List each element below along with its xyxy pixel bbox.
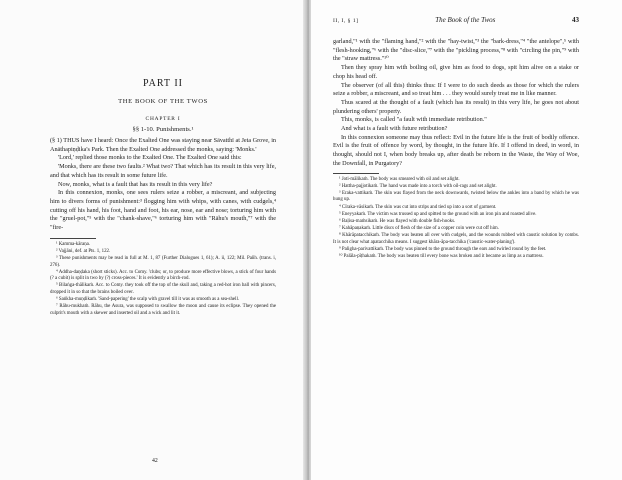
footnote: ¹ Kamma-kāraṇa.: [56, 241, 91, 247]
left-body-text: [50, 137, 276, 233]
footnote: ⁴ Addha-daṇḍaka (short sticks). Acc. to Comy. 'clubs; or, to produce more effective blows, a stick of four hands (? a cubit) is split in two by (?) cross-pieces.' It is evidently a birch-rod.: [50, 269, 276, 282]
footnote: ¹ Joti-mālikaṁ. The body was smeared with oil and set alight.: [339, 176, 460, 182]
footnote: ⁵ Bilaṅga-thālikaṁ. Acc. to Comy. they took off the top of the skull and, taking a red-hot iron ball with pincers, dropped it in so that the brains boiled over.: [50, 283, 276, 295]
footnote: ² Vajjāni, def. at Pts. 1, 122.: [56, 248, 111, 254]
footnote: ⁷ Rāhu-mukhaṁ. Rāhu, the Asura, was supposed to swallow the moon and cause its eclipse. They opened the culprit's mouth with a skewer and inserted oil and a wick and lit it.: [50, 304, 276, 316]
paragraph: In this connexion, monks, one sees rulers seize a robber, a miscreant, and subjecting him to divers forms of punishment:³ flogging him with whips, with canes, with cudgels,⁴ cutting off his hand, his foot, hand and foot, his ear, nose, ear and nose; torturing him with the "gruel-pot,"⁵ with the "chank-shave,"⁶ torturing him with "Rāhu's mouth,"⁷ with the "fire-: [50, 189, 276, 232]
right-page-content: [333, 38, 579, 261]
footnote: ⁵ Eneyyakaṁ. The victim was trussed up and spitted to the ground with an iron pin and roasted alive.: [339, 211, 537, 217]
footnote-divider: [50, 238, 96, 239]
footnote: ³ These punishments may be read in full at M. 1, 87 (Further Dialogues 1, 61); A. ii, 122; Mil. Pañh. (trans. i, 276).: [50, 256, 276, 268]
footnote: ⁴ Cīraka-vāsikaṁ. The skin was cut into strips and tied up into a sort of garment.: [339, 204, 497, 210]
left-footnotes: [50, 242, 276, 317]
paragraph: The observer (of all this) thinks thus: If I were to do such deeds as those for which the rulers seize a robber, a miscreant, and so treat him . . . they would surely treat me in like manner.: [333, 81, 579, 98]
paragraph: Then they spray him with boiling oil, give him as food to dogs, spit him alive on a stake or chop his head off.: [333, 64, 579, 80]
footnote: ² Hattha-pajjotikaṁ. The hand was made into a torch with oil-rags and set alight.: [339, 183, 497, 189]
footnote: ³ Eraka-vattikaṁ. The skin was flayed from the neck downwards, twisted below the ankles into a band by which he was hung up.: [333, 190, 579, 203]
running-head: [333, 16, 579, 24]
footnote: ⁶ Baḷisa-maṁsikaṁ. He was flayed with double fish-hooks.: [339, 218, 456, 224]
left-page-content: [50, 78, 276, 318]
running-head-title: The Book of the Twos: [435, 16, 496, 24]
paragraph: Thus scared at the thought of a fault (which has its result) in this very life, he goes not about plundering others' property.: [333, 98, 579, 115]
paragraph: 'Lord,' replied those monks to the Exalted One. The Exalted One said this:: [58, 154, 242, 162]
part-title: PART II: [142, 78, 184, 89]
right-footnotes: [333, 177, 579, 261]
paragraph: This, monks, is called "a fault with immediate retribution.": [341, 116, 487, 124]
paragraph: In this connexion someone may thus reflect: Evil in the future life is the fruit of bodily offence. Evil is the fruit of offence by word, by thought, in the future life. If I offend in deed, in word, in thought, should not I, when body breaks up, after death be reborn in the Waste, the Way of Woe, the Downfall, in Purgatory?: [333, 133, 579, 167]
section-heading: §§ 1-10. Punishments.¹: [132, 126, 194, 133]
paragraph: 'Monks, there are these two faults.² What two? That which has its result in this very life, and that which has its result in some future life.: [50, 163, 276, 179]
paragraph: Now, monks, what is a fault that has its result in this very life?: [58, 180, 213, 188]
right-body-text: [333, 38, 579, 169]
paragraph: garland,"¹ with the "flaming hand,"² with the "hay-twist,"³ the "bark-dress,"⁴ "the antelope",⁵ with "flesh-hooking,"⁶ with the "disc-slice,"⁷ with the "pickling process,"⁸ with "circling the pin,"⁹ with the "straw mattress."¹⁰: [333, 38, 579, 63]
left-page: [0, 0, 305, 480]
book-title: THE BOOK OF THE TWOS: [118, 98, 208, 105]
footnote-divider: [333, 173, 379, 174]
chapter-heading: CHAPTER I: [145, 116, 181, 122]
page-number: 42: [152, 458, 158, 464]
footnote: ⁶ Saṅkha-muṇḍikaṁ. 'Sand-papering' the scalp with gravel till it was as smooth as a sea-shell.: [56, 296, 240, 302]
running-head-section: II, I, § 1]: [333, 18, 359, 24]
footnote: ¹⁰ Palāla-pīṭhakaṁ. The body was beaten till every bone was broken and it became as limp as a mattress.: [339, 254, 544, 260]
paragraph: (§ 1) THUS have I heard: Once the Exalted One was staying near Sāvatthī at Jeta Grove, in Anāthapiṇḍika's Park. Then the Exalted One addressed the monks, saying: 'Monks.': [50, 137, 277, 153]
right-page: [311, 0, 622, 480]
footnote: ⁹ Paligha-parivattikaṁ. The body was pinned to the ground through the ears and twirled round by the feet.: [339, 246, 547, 252]
footnote: ⁷ Kahāpaṇakaṁ. Little discs of flesh of the size of a copper coin were cut off him.: [339, 226, 499, 232]
page-number: 43: [571, 16, 579, 24]
footnote: ⁸ Khārāpatacchikaṁ. The body was beaten all over with cudgels, and the wounds rubbed with caustic solution by combs. It is not clear what apatacchika means. I suggest khāra-āpa-tacchika ('caustic-water-planing').: [333, 233, 579, 245]
paragraph: And what is a fault with future retribution?: [341, 125, 448, 133]
